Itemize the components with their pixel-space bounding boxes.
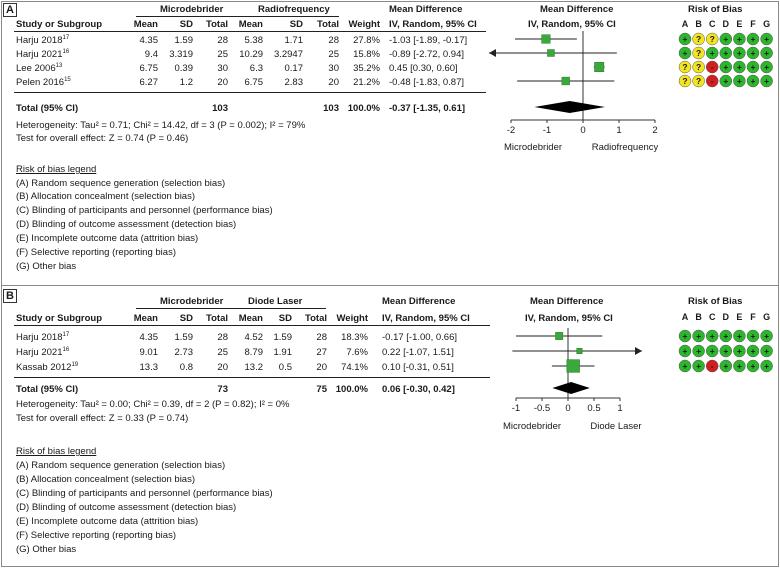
legend-item: (G) Other bias xyxy=(16,544,77,555)
panel-a-sd1-header: SD xyxy=(179,19,193,30)
study-name: Pelen 2016 xyxy=(16,77,65,88)
study-name: Harju 2021 xyxy=(16,347,63,358)
legend-item: (C) Blinding of participants and personnel (performance bias) xyxy=(16,205,273,216)
legend-item: (G) Other bias xyxy=(16,261,77,272)
rob-column-header: E xyxy=(736,312,743,322)
rob-judgement-symbol: + xyxy=(682,48,688,58)
sd1-cell: 1.2 xyxy=(179,77,193,88)
rob-column-header: B xyxy=(695,19,702,29)
mean1-cell: 4.35 xyxy=(139,35,158,46)
legend-item: (F) Selective reporting (reporting bias) xyxy=(16,530,176,541)
study-square xyxy=(567,360,580,373)
rob-column-header: F xyxy=(750,312,756,322)
weight-cell: 74.1% xyxy=(341,362,368,373)
mean1-cell: 13.3 xyxy=(139,362,158,373)
mean2-cell: 6.3 xyxy=(249,63,263,74)
panel-b-total2-header: Total xyxy=(305,313,327,324)
total-ci: 0.06 [-0.30, 0.42] xyxy=(382,384,455,395)
mean2-cell: 8.79 xyxy=(244,347,263,358)
total2-cell: 27 xyxy=(316,347,327,358)
rob-judgement-symbol: + xyxy=(682,34,688,44)
total2-cell: 25 xyxy=(328,49,339,60)
rob-judgement-symbol: + xyxy=(764,331,770,341)
study-square xyxy=(577,348,582,353)
panel-a-rob-title: Risk of Bias xyxy=(688,4,743,15)
panel-b-group1-header: Microdebrider xyxy=(160,296,224,307)
legend-item: (D) Blinding of outcome assessment (detection bias) xyxy=(16,219,237,230)
weight-cell: 21.2% xyxy=(353,77,380,88)
total2-cell: 20 xyxy=(328,77,339,88)
x-tick-label: 1 xyxy=(617,403,623,414)
total1-cell: 25 xyxy=(217,347,228,358)
study-ref: 13 xyxy=(55,62,63,69)
weight-cell: 27.8% xyxy=(353,35,380,46)
x-tick-label: 0.5 xyxy=(587,403,601,414)
study-ref: 16 xyxy=(62,48,70,55)
panel-b-axis-left-label: Microdebrider xyxy=(502,421,562,432)
panel-a-weight-header: Weight xyxy=(348,19,380,30)
study-ref: 19 xyxy=(71,361,79,368)
study-square xyxy=(555,332,562,339)
mean2-cell: 6.75 xyxy=(244,77,263,88)
rob-judgement-symbol: + xyxy=(750,331,756,341)
panel-b-sd1-header: SD xyxy=(179,313,193,324)
rob-column-header: A xyxy=(681,312,689,322)
rob-judgement-symbol: ? xyxy=(682,76,688,86)
panel-b-mean2-header: Mean xyxy=(238,313,263,324)
mean2-cell: 10.29 xyxy=(239,49,263,60)
rob-judgement-symbol: + xyxy=(750,76,756,86)
rob-judgement-symbol: + xyxy=(723,62,729,72)
weight-cell: 18.3% xyxy=(341,332,368,343)
rob-judgement-symbol: + xyxy=(696,331,702,341)
total-weight: 100.0% xyxy=(347,103,380,114)
study-square xyxy=(594,62,603,71)
rob-judgement-symbol: + xyxy=(750,361,756,371)
sd2-cell: 0.5 xyxy=(278,362,292,373)
rob-column-header: D xyxy=(722,19,730,29)
x-tick-label: 1 xyxy=(616,125,622,136)
panel-a-md-method: IV, Random, 95% CI xyxy=(389,19,477,30)
rob-column-header: C xyxy=(708,312,716,322)
rob-judgement-symbol: + xyxy=(696,346,702,356)
total1-cell: 30 xyxy=(217,63,228,74)
study-square xyxy=(547,50,554,57)
mean2-cell: 4.52 xyxy=(244,332,263,343)
ci-cell: -0.48 [-1.83, 0.87] xyxy=(389,77,464,88)
panel-b-axis-right-label: Diode Laser xyxy=(590,421,642,432)
sd1-cell: 0.39 xyxy=(174,63,193,74)
legend-title: Risk of bias legend xyxy=(16,446,97,457)
study-ref: 16 xyxy=(62,346,70,353)
panel-a-group2-header: Radiofrequency xyxy=(258,4,330,15)
rob-judgement-symbol: + xyxy=(764,76,770,86)
panel-a-total1-header: Total xyxy=(206,19,228,30)
panel-a-sd2-header: SD xyxy=(289,19,303,30)
sd1-cell: 3.319 xyxy=(169,49,193,60)
ci-cell: 0.45 [0.30, 0.60] xyxy=(389,63,458,74)
rob-judgement-symbol: + xyxy=(736,331,742,341)
panel-b-rob-title: Risk of Bias xyxy=(688,296,743,307)
rob-judgement-symbol: + xyxy=(709,331,715,341)
panel-a-mean1-header: Mean xyxy=(133,19,158,30)
study-name: Lee 2006 xyxy=(16,63,56,74)
rob-judgement-symbol: + xyxy=(750,62,756,72)
study-ref: 15 xyxy=(64,76,71,83)
rob-column-header: F xyxy=(750,19,756,29)
panel-a-plot-title: Mean Difference xyxy=(540,4,614,15)
mean1-cell: 9.01 xyxy=(139,347,158,358)
panel-a-total2-header: Total xyxy=(317,19,339,30)
ci-cell: -0.89 [-2.72, 0.94] xyxy=(389,49,464,60)
sd2-cell: 3.2947 xyxy=(273,49,303,60)
rob-judgement-symbol: + xyxy=(764,34,770,44)
rob-column-header: A xyxy=(681,19,689,29)
x-tick-label: -1 xyxy=(542,125,552,136)
rob-column-header: B xyxy=(695,312,702,322)
total1-cell: 20 xyxy=(217,77,228,88)
panel-b-total1-header: Total xyxy=(206,313,228,324)
rob-judgement-symbol: ? xyxy=(682,62,688,72)
study-square xyxy=(562,77,570,85)
rob-judgement-symbol: + xyxy=(682,346,688,356)
rob-judgement-symbol: + xyxy=(736,62,742,72)
rob-judgement-symbol: ? xyxy=(695,34,702,44)
rob-judgement-symbol: + xyxy=(750,346,756,356)
rob-judgement-symbol: + xyxy=(723,346,729,356)
x-tick-label: 0 xyxy=(565,403,571,414)
rob-judgement-symbol: + xyxy=(709,48,715,58)
legend-item: (C) Blinding of participants and personnel (performance bias) xyxy=(16,488,273,499)
total1-sum: 73 xyxy=(217,384,228,395)
pooled-diamond xyxy=(534,101,605,113)
panel-b-mean1-header: Mean xyxy=(133,313,158,324)
overall-effect-text: Test for overall effect: Z = 0.33 (P = 0.74) xyxy=(16,413,189,424)
total1-cell: 25 xyxy=(217,49,228,60)
panel-b-study-header: Study or Subgroup xyxy=(16,313,103,324)
study-name: Harju 2018 xyxy=(16,332,63,343)
rob-judgement-symbol: + xyxy=(764,361,770,371)
rob-judgement-symbol: + xyxy=(750,48,756,58)
x-tick-label: 2 xyxy=(652,125,658,136)
panel-a-md-title: Mean Difference xyxy=(389,4,463,15)
rob-column-header: C xyxy=(708,19,716,29)
rob-judgement-symbol: + xyxy=(736,48,742,58)
rob-judgement-symbol: + xyxy=(723,34,729,44)
x-tick-label: 0 xyxy=(580,125,586,136)
weight-cell: 15.8% xyxy=(353,49,380,60)
weight-cell: 35.2% xyxy=(353,63,380,74)
rob-judgement-symbol: + xyxy=(736,346,742,356)
rob-judgement-symbol: - xyxy=(710,76,714,86)
sd1-cell: 1.59 xyxy=(174,35,193,46)
heterogeneity-text: Heterogeneity: Tau² = 0.71; Chi² = 14.42, df = 3 (P = 0.002); I² = 79% xyxy=(16,120,306,131)
legend-item: (D) Blinding of outcome assessment (detection bias) xyxy=(16,502,237,513)
rob-judgement-symbol: + xyxy=(682,361,688,371)
panel-a-plot-method: IV, Random, 95% CI xyxy=(528,19,616,30)
study-square xyxy=(542,35,551,44)
total2-cell: 20 xyxy=(316,362,327,373)
panel-b-plot-title: Mean Difference xyxy=(530,296,604,307)
panel-a-label: A xyxy=(3,3,17,17)
rob-judgement-symbol: - xyxy=(710,361,714,371)
rob-judgement-symbol: - xyxy=(710,62,714,72)
rob-column-header: D xyxy=(722,312,730,322)
mean1-cell: 4.35 xyxy=(139,332,158,343)
rob-judgement-symbol: + xyxy=(764,62,770,72)
total2-sum: 103 xyxy=(323,103,339,114)
panel-a-group1-header: Microdebrider xyxy=(160,4,224,15)
x-tick-label: -1 xyxy=(511,403,521,414)
rob-judgement-symbol: ? xyxy=(695,76,702,86)
ci-cell: -1.03 [-1.89, -0.17] xyxy=(389,35,468,46)
rob-judgement-symbol: + xyxy=(736,76,742,86)
mean2-cell: 5.38 xyxy=(244,35,263,46)
total1-sum: 103 xyxy=(212,103,228,114)
sd2-cell: 1.71 xyxy=(284,35,303,46)
total1-cell: 28 xyxy=(217,332,228,343)
rob-judgement-symbol: ? xyxy=(695,48,702,58)
total2-cell: 28 xyxy=(316,332,327,343)
rob-judgement-symbol: + xyxy=(723,361,729,371)
heterogeneity-text: Heterogeneity: Tau² = 0.00; Chi² = 0.39, df = 2 (P = 0.82); I² = 0% xyxy=(16,399,290,410)
mean2-cell: 13.2 xyxy=(244,362,263,373)
rob-column-header: G xyxy=(763,19,771,29)
total-label: Total (95% CI) xyxy=(16,384,79,395)
pooled-diamond xyxy=(552,382,589,394)
rob-judgement-symbol: + xyxy=(750,34,756,44)
panel-b-weight-header: Weight xyxy=(336,313,368,324)
ci-cell: 0.22 [-1.07, 1.51] xyxy=(382,347,454,358)
panel-b-md-method: IV, Random, 95% CI xyxy=(382,313,470,324)
sd2-cell: 1.59 xyxy=(273,332,292,343)
rob-judgement-symbol: + xyxy=(764,346,770,356)
panel-a-study-header: Study or Subgroup xyxy=(16,19,103,30)
study-ref: 17 xyxy=(62,34,70,41)
legend-item: (E) Incomplete outcome data (attrition bias) xyxy=(16,516,199,527)
mean1-cell: 6.75 xyxy=(139,63,158,74)
ci-arrow xyxy=(635,347,642,355)
ci-cell: -0.17 [-1.00, 0.66] xyxy=(382,332,457,343)
legend-item: (B) Allocation concealment (selection bias) xyxy=(16,191,196,202)
sd1-cell: 2.73 xyxy=(174,347,193,358)
panel-b-plot-method: IV, Random, 95% CI xyxy=(525,313,613,324)
rob-judgement-symbol: + xyxy=(723,76,729,86)
x-tick-label: -0.5 xyxy=(533,403,551,414)
rob-judgement-symbol: + xyxy=(736,34,742,44)
total-label: Total (95% CI) xyxy=(16,103,79,114)
sd2-cell: 1.91 xyxy=(273,347,292,358)
rob-judgement-symbol: ? xyxy=(695,62,702,72)
rob-judgement-symbol: + xyxy=(736,361,742,371)
sd1-cell: 1.59 xyxy=(174,332,193,343)
panel-b-md-title: Mean Difference xyxy=(382,296,456,307)
panel-b-label: B xyxy=(3,289,17,303)
legend-item: (E) Incomplete outcome data (attrition bias) xyxy=(16,233,199,244)
ci-arrow xyxy=(489,49,496,57)
panel-a-axis-left-label: Microdebrider xyxy=(503,142,563,153)
study-name: Harju 2018 xyxy=(16,35,63,46)
total2-cell: 28 xyxy=(328,35,339,46)
rob-judgement-symbol: + xyxy=(682,331,688,341)
legend-item: (A) Random sequence generation (selection bias) xyxy=(16,178,226,189)
sd2-cell: 2.83 xyxy=(284,77,303,88)
total2-sum: 75 xyxy=(316,384,327,395)
panel-b-group2-header: Diode Laser xyxy=(248,296,303,307)
legend-item: (A) Random sequence generation (selection bias) xyxy=(16,460,226,471)
study-name: Kassab 2012 xyxy=(16,362,72,373)
legend-title: Risk of bias legend xyxy=(16,164,97,175)
total-weight: 100.0% xyxy=(335,384,368,395)
sd2-cell: 0.17 xyxy=(284,63,303,74)
mean1-cell: 6.27 xyxy=(139,77,158,88)
total1-cell: 20 xyxy=(217,362,228,373)
legend-item: (F) Selective reporting (reporting bias) xyxy=(16,247,176,258)
weight-cell: 7.6% xyxy=(346,347,368,358)
panel-b-sd2-header: SD xyxy=(278,313,292,324)
sd1-cell: 0.8 xyxy=(179,362,193,373)
total2-cell: 30 xyxy=(328,63,339,74)
rob-judgement-symbol: + xyxy=(709,346,715,356)
x-tick-label: -2 xyxy=(506,125,516,136)
rob-judgement-symbol: + xyxy=(696,361,702,371)
overall-effect-text: Test for overall effect: Z = 0.74 (P = 0.46) xyxy=(16,133,189,144)
rob-judgement-symbol: + xyxy=(764,48,770,58)
total1-cell: 28 xyxy=(217,35,228,46)
ci-cell: 0.10 [-0.31, 0.51] xyxy=(382,362,454,373)
rob-column-header: G xyxy=(763,312,771,322)
rob-judgement-symbol: + xyxy=(723,331,729,341)
legend-item: (B) Allocation concealment (selection bias) xyxy=(16,474,196,485)
total-ci: -0.37 [-1.35, 0.61] xyxy=(389,103,466,114)
study-name: Harju 2021 xyxy=(16,49,63,60)
study-ref: 17 xyxy=(62,331,70,338)
mean1-cell: 9.4 xyxy=(144,49,158,60)
panel-a-axis-right-label: Radiofrequency xyxy=(591,142,659,153)
panel-a-mean2-header: Mean xyxy=(238,19,263,30)
rob-judgement-symbol: + xyxy=(723,48,729,58)
rob-judgement-symbol: ? xyxy=(709,34,715,44)
rob-column-header: E xyxy=(736,19,743,29)
